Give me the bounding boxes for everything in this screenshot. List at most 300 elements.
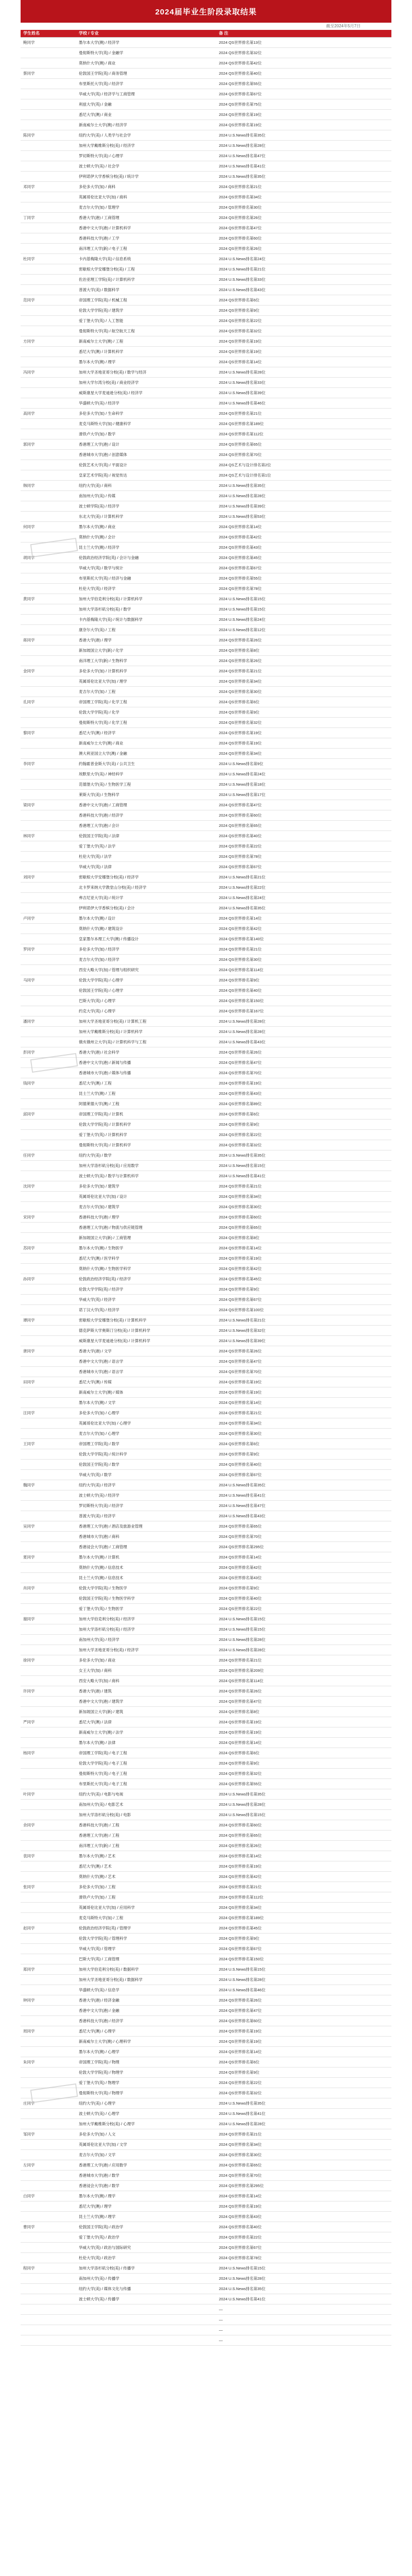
table-row <box>21 1438 391 1449</box>
student-name-cell <box>21 1840 76 1851</box>
school-major-cell: 华盛顿大学(美) / 信息学 <box>76 1985 216 1995</box>
table-row <box>21 676 391 686</box>
table-row <box>21 1397 391 1408</box>
table-row <box>21 1830 391 1840</box>
note-cell: 2024 QS世界排名第78位 <box>216 851 391 861</box>
note-cell: 2024 U.S.News排名第46位 <box>216 1985 391 1995</box>
student-name-cell <box>21 851 76 861</box>
student-name-cell <box>21 1222 76 1232</box>
school-major-cell: 康奈尔大学(美) / 工程 <box>76 624 216 635</box>
table-row <box>21 1552 391 1562</box>
table-row <box>21 2108 391 2119</box>
table-row <box>21 1583 391 1593</box>
school-major-cell: 卡内基梅隆大学(美) / 统计与数据科学 <box>76 614 216 624</box>
note-cell: 2024 QS世界排名第67位 <box>216 1943 391 1954</box>
school-major-cell: 普渡大学(美) / 数据科学 <box>76 284 216 295</box>
school-major-cell: 范德堡大学(美) / 生物医学工程 <box>76 779 216 789</box>
student-name-cell: 林同学 <box>21 831 76 841</box>
table-row <box>21 1078 391 1088</box>
school-major-cell: 华威大学(英) / 数学与统计 <box>76 563 216 573</box>
student-name-cell <box>21 1696 76 1706</box>
note-cell: 2024 QS世界排名第67位 <box>216 1469 391 1480</box>
school-major-cell: 澳大利亚国立大学(澳) / 金融 <box>76 748 216 758</box>
student-name-cell <box>21 233 76 243</box>
table-row <box>21 1140 391 1150</box>
note-cell: 2024 QS世界排名第42位 <box>216 923 391 934</box>
note-cell: 2024 QS世界排名第32位 <box>216 47 391 58</box>
school-major-cell: 北卡罗来纳大学教堂山分校(美) / 经济学 <box>76 882 216 892</box>
student-name-cell <box>21 192 76 202</box>
table-row <box>21 1304 391 1315</box>
student-name-cell <box>21 624 76 635</box>
table-row <box>21 1882 391 1892</box>
school-major-cell: 华威大学(英) / 经济学与工商管理 <box>76 89 216 99</box>
student-name-cell <box>21 1037 76 1047</box>
school-major-cell <box>76 2304 216 2314</box>
school-major-cell: 香港大学(港) / 工商管理 <box>76 212 216 223</box>
school-major-cell: 波士顿大学(美) / 数学与计算机科学 <box>76 1171 216 1181</box>
school-major-cell: 麦吉尔大学(加) / 心理学 <box>76 1428 216 1438</box>
school-major-cell: 罗切斯特大学(美) / 心理学 <box>76 150 216 161</box>
student-name-cell: 严同学 <box>21 1717 76 1727</box>
school-major-cell: 麦吉尔大学(加) / 建筑学 <box>76 1201 216 1212</box>
school-major-cell: 英属哥伦比亚大学(加) / 设计 <box>76 1191 216 1201</box>
school-major-cell: 南洋理工大学(新) / 电子工程 <box>76 243 216 253</box>
table-row <box>21 1119 391 1129</box>
student-name-cell: 张同学 <box>21 1882 76 1892</box>
note-cell: 2024 QS世界排名第30位 <box>216 686 391 697</box>
note-cell: 2024 QS世界排名第150位 <box>216 995 391 1006</box>
note-cell: 2024 QS世界排名第65位 <box>216 2160 391 2170</box>
student-name-cell: 曹同学 <box>21 2222 76 2232</box>
table-row <box>21 800 391 810</box>
note-cell: 2024 U.S.News排名第39位 <box>216 387 391 398</box>
school-major-cell: 华威大学(英) / 政治与国际研究 <box>76 2242 216 2252</box>
table-row <box>21 934 391 944</box>
school-major-cell: 加州大学洛杉矶分校(美) / 传播学 <box>76 2263 216 2273</box>
student-name-cell <box>21 738 76 748</box>
school-major-cell: 英属哥伦比亚大学(加) / 文学 <box>76 2139 216 2149</box>
school-major-cell: 波士顿大学(美) / 传播学 <box>76 2294 216 2304</box>
student-name-cell <box>21 1387 76 1397</box>
table-row <box>21 1593 391 1603</box>
note-cell: 2024 QS世界排名第70位 <box>216 449 391 460</box>
school-major-cell: 西安大略大学(加) / 商科 <box>76 1675 216 1686</box>
student-name-cell <box>21 903 76 913</box>
note-cell: 2024 U.S.News排名第32位 <box>216 1325 391 1335</box>
table-row <box>21 1253 391 1263</box>
note-cell: 2024 QS世界排名第47位 <box>216 223 391 233</box>
school-major-cell: 伦敦大学学院(英) / 物理学 <box>76 2067 216 2077</box>
table-row <box>21 1511 391 1521</box>
note-cell: 2024 U.S.News排名第35位 <box>216 2098 391 2108</box>
student-name-cell <box>21 243 76 253</box>
school-major-cell <box>76 2314 216 2325</box>
table-row <box>21 1098 391 1109</box>
table-row <box>21 1469 391 1480</box>
school-major-cell: 莱斯大学(美) / 生物科学 <box>76 789 216 800</box>
table-row <box>21 99 391 109</box>
student-name-cell: 左同学 <box>21 2160 76 2170</box>
note-cell: 2024 U.S.News排名第28位 <box>216 140 391 150</box>
note-cell: 2024 QS世界排名第22位 <box>216 2232 391 2242</box>
school-major-cell: 麦吉尔大学(加) / 管理学 <box>76 202 216 212</box>
note-cell: 2024 QS世界排名第70位 <box>216 2170 391 2180</box>
table-row <box>21 686 391 697</box>
school-major-cell: 加州大学圣地亚哥分校(美) / 数学与经济 <box>76 367 216 377</box>
student-name-cell <box>21 2211 76 2222</box>
note-cell: 2024 QS世界排名第34位 <box>216 2139 391 2149</box>
table-row <box>21 1418 391 1428</box>
table-row <box>21 1840 391 1851</box>
student-name-cell <box>21 1335 76 1346</box>
student-name-cell <box>21 387 76 398</box>
table-row <box>21 1366 391 1377</box>
student-name-cell <box>21 171 76 181</box>
note-cell: 2024 QS世界排名第67位 <box>216 89 391 99</box>
student-name-cell <box>21 1737 76 1748</box>
student-name-cell <box>21 1119 76 1129</box>
note-cell: 2024 QS世界排名第150位 <box>216 1954 391 1964</box>
note-cell: 2024 U.S.News排名第21位 <box>216 1315 391 1325</box>
student-name-cell <box>21 614 76 624</box>
student-name-cell <box>21 99 76 109</box>
table-row <box>21 295 391 305</box>
school-major-cell: 加州大学戴维斯分校(美) / 心理学 <box>76 2119 216 2129</box>
school-major-cell: 波士顿大学(美) / 经济学 <box>76 1490 216 1500</box>
note-cell: 2024 QS世界排名第140位 <box>216 934 391 944</box>
table-row <box>21 573 391 583</box>
table-row <box>21 1377 391 1387</box>
note-cell: — <box>216 2335 391 2345</box>
school-major-cell: 加州大学洛杉矶分校(美) / 应用数学 <box>76 1160 216 1171</box>
note-cell: 2024 U.S.News排名第39位 <box>216 1335 391 1346</box>
student-name-cell <box>21 789 76 800</box>
table-row <box>21 1191 391 1201</box>
student-name-cell <box>21 1974 76 1985</box>
school-major-cell: 帝国理工学院(英) / 电子工程 <box>76 1748 216 1758</box>
note-cell: 2024 U.S.News排名第24位 <box>216 253 391 264</box>
note-cell: 2024 U.S.News排名第17位 <box>216 789 391 800</box>
table-row <box>21 1737 391 1748</box>
school-major-cell: 伦敦大学学院(英) / 电子工程 <box>76 1758 216 1768</box>
note-cell: 2024 QS世界排名第9位 <box>216 1583 391 1593</box>
student-name-cell <box>21 1645 76 1655</box>
note-cell: 2024 QS世界排名第32位 <box>216 1140 391 1150</box>
note-cell: 2024 QS世界排名第26位 <box>216 212 391 223</box>
note-cell: 2024 QS世界排名第26位 <box>216 1686 391 1696</box>
table-row <box>21 470 391 480</box>
school-major-cell: 香港大学(港) / 社会科学 <box>76 1047 216 1057</box>
school-major-cell: 多伦多大学(加) / 建筑学 <box>76 1181 216 1191</box>
note-cell: 2024 QS世界排名第40位 <box>216 1593 391 1603</box>
school-major-cell: 新南威尔士大学(澳) / 心理科学 <box>76 2036 216 2046</box>
admission-results-table <box>21 30 391 2346</box>
school-major-cell: 昆士兰大学(澳) / 经济学 <box>76 542 216 552</box>
school-major-cell: 墨尔本大学(澳) / 设计 <box>76 913 216 923</box>
table-row <box>21 1243 391 1253</box>
table-row <box>21 2119 391 2129</box>
note-cell: 2024 QS世界排名第19位 <box>216 1253 391 1263</box>
student-name-cell: 魏同学 <box>21 1480 76 1490</box>
student-name-cell: 金同学 <box>21 666 76 676</box>
student-name-cell <box>21 1356 76 1366</box>
student-name-cell <box>21 2294 76 2304</box>
school-major-cell: 悉尼大学(澳) / 经济学 <box>76 727 216 738</box>
table-row <box>21 2201 391 2211</box>
school-major-cell: 伊利诺伊大学香槟分校(美) / 统计学 <box>76 171 216 181</box>
table-row <box>21 1675 391 1686</box>
student-name-cell <box>21 1469 76 1480</box>
note-cell: 2024 QS世界排名第32位 <box>216 1768 391 1778</box>
note-cell: 2024 QS世界排名第114位 <box>216 964 391 975</box>
student-name-cell <box>21 964 76 975</box>
table-row <box>21 89 391 99</box>
student-name-cell <box>21 2036 76 2046</box>
student-name-cell <box>21 2325 76 2335</box>
note-cell: 2024 QS世界排名第14位 <box>216 2191 391 2201</box>
table-row <box>21 1748 391 1758</box>
student-name-cell <box>21 1902 76 1912</box>
school-major-cell: 曼彻斯特大学(英) / 电子工程 <box>76 1768 216 1778</box>
student-name-cell <box>21 2067 76 2077</box>
note-cell: 2024 QS世界排名第45位 <box>216 552 391 563</box>
school-major-cell: 爱丁堡大学(英) / 计算机科学 <box>76 1129 216 1140</box>
student-name-cell: 余同学 <box>21 1820 76 1830</box>
student-name-cell <box>21 2314 76 2325</box>
table-row <box>21 1892 391 1902</box>
student-name-cell <box>21 1428 76 1438</box>
table-row <box>21 1809 391 1820</box>
table-row <box>21 645 391 655</box>
school-major-cell: 伦敦国王学院(英) / 政治学 <box>76 2222 216 2232</box>
student-name-cell <box>21 501 76 511</box>
student-name-cell <box>21 2170 76 2180</box>
school-major-cell: 多伦多大学(加) / 计算机科学 <box>76 666 216 676</box>
student-name-cell: 孙同学 <box>21 1274 76 1284</box>
school-major-cell: 香港大学(港) / 经济金融 <box>76 1995 216 2005</box>
student-name-cell <box>21 377 76 387</box>
school-major-cell: 香港城市大学(港) / 创意媒体 <box>76 449 216 460</box>
note-cell: 2024 QS世界排名第8位 <box>216 1232 391 1243</box>
student-name-cell: 黄同学 <box>21 594 76 604</box>
student-name-cell <box>21 1562 76 1572</box>
student-name-cell: 丁同学 <box>21 212 76 223</box>
table-row <box>21 1727 391 1737</box>
student-name-cell <box>21 140 76 150</box>
school-major-cell: 罗切斯特大学(美) / 经济学 <box>76 1500 216 1511</box>
note-cell: 2024 QS世界排名第34位 <box>216 676 391 686</box>
student-name-cell: 罗同学 <box>21 944 76 954</box>
table-row <box>21 1171 391 1181</box>
student-name-cell: 梁同学 <box>21 800 76 810</box>
student-name-cell: 孔同学 <box>21 697 76 707</box>
student-name-cell <box>21 748 76 758</box>
table-row <box>21 779 391 789</box>
student-name-cell: 赵同学 <box>21 1923 76 1933</box>
table-row <box>21 831 391 841</box>
note-cell: 2024 U.S.News排名第41位 <box>216 2108 391 2119</box>
school-major-cell: 香港科技大学(港) / 工程 <box>76 1820 216 1830</box>
school-major-cell: 麦吉尔大学(加) / 经济学 <box>76 954 216 964</box>
school-major-cell: 伦敦大学学院(英) / 心理学 <box>76 975 216 985</box>
table-header-row <box>21 30 391 37</box>
note-cell: 2024 QS世界排名第19位 <box>216 1727 391 1737</box>
table-row <box>21 2098 391 2108</box>
school-major-cell: 墨尔本大学(澳) / 理学 <box>76 357 216 367</box>
table-row <box>21 707 391 717</box>
table-row <box>21 1037 391 1047</box>
table-row <box>21 851 391 861</box>
school-major-cell: 伦敦大学学院(英) / 经济学 <box>76 1284 216 1294</box>
school-major-cell: 巴斯大学(英) / 心理学 <box>76 995 216 1006</box>
student-name-cell <box>21 1191 76 1201</box>
school-major-cell: 墨尔本大学(澳) / 商业 <box>76 521 216 532</box>
table-row <box>21 2067 391 2077</box>
student-name-cell <box>21 460 76 470</box>
student-name-cell <box>21 583 76 594</box>
school-major-cell: 纽约大学(美) / 电影与电视 <box>76 1789 216 1799</box>
note-cell: 2024 QS世界排名第19位 <box>216 727 391 738</box>
student-name-cell <box>21 1253 76 1263</box>
table-row <box>21 1016 391 1026</box>
school-major-cell: 西安大略大学(加) / 管理与组织研究 <box>76 964 216 975</box>
table-row <box>21 223 391 233</box>
note-cell: 2024 QS世界排名第70位 <box>216 1067 391 1078</box>
school-major-cell: 香港中文大学(港) / 工商管理 <box>76 800 216 810</box>
student-name-cell <box>21 2149 76 2160</box>
school-major-cell: 伦敦国王学院(英) / 生物医学科学 <box>76 1593 216 1603</box>
note-cell: 2024 U.S.News排名第28位 <box>216 1799 391 1809</box>
school-major-cell: 香港理工大学(港) / 酒店及旅游业管理 <box>76 1521 216 1531</box>
note-cell: 2024 U.S.News排名第35位 <box>216 2283 391 2294</box>
student-name-cell: 任同学 <box>21 1150 76 1160</box>
student-name-cell: 程同学 <box>21 2263 76 2273</box>
note-cell: 2024 QS世界排名第9位 <box>216 1284 391 1294</box>
table-row <box>21 1696 391 1706</box>
student-name-cell: 钱同学 <box>21 1078 76 1088</box>
note-cell: 2024 QS世界排名第6位 <box>216 1438 391 1449</box>
note-cell: 2024 U.S.News排名第46位 <box>216 398 391 408</box>
school-major-cell: 莫纳什大学(澳) / 生物医学科学 <box>76 1263 216 1274</box>
table-row <box>21 1614 391 1624</box>
student-name-cell <box>21 2180 76 2191</box>
table-row <box>21 1541 391 1552</box>
school-major-cell: 香港科技大学(港) / 经济学 <box>76 2015 216 2026</box>
student-name-cell <box>21 89 76 99</box>
table-row <box>21 418 391 429</box>
table-row <box>21 387 391 398</box>
note-cell: 2024 QS世界排名第47位 <box>216 1356 391 1366</box>
note-cell: 2024 U.S.News排名第35位 <box>216 903 391 913</box>
note-cell: 2024 QS世界排名第14位 <box>216 521 391 532</box>
note-cell: 2024 U.S.News排名第21位 <box>216 264 391 274</box>
school-major-cell: 墨尔本大学(澳) / 艺术 <box>76 1851 216 1861</box>
note-cell: — <box>216 2314 391 2325</box>
school-major-cell: 香港科技大学(港) / 经济学 <box>76 810 216 820</box>
student-name-cell <box>21 1892 76 1902</box>
note-cell: 2024 U.S.News排名第24位 <box>216 769 391 779</box>
note-cell: 2024 QS世界排名第67位 <box>216 563 391 573</box>
table-row <box>21 1356 391 1366</box>
student-name-cell: 袁同学 <box>21 1851 76 1861</box>
student-name-cell <box>21 1294 76 1304</box>
note-cell: 2024 U.S.News排名第15位 <box>216 2263 391 2273</box>
school-major-cell: 多伦多大学(加) / 工程 <box>76 1882 216 1892</box>
note-cell: 2024 QS世界排名第26位 <box>216 1346 391 1356</box>
student-name-cell <box>21 490 76 501</box>
note-cell: 2024 U.S.News排名第47位 <box>216 150 391 161</box>
note-cell: 2024 QS世界排名第295位 <box>216 1541 391 1552</box>
school-major-cell: 加州大学伯克利分校(美) / 经济学 <box>76 1614 216 1624</box>
school-major-cell: 曼彻斯特大学(英) / 化学工程 <box>76 717 216 727</box>
table-row <box>21 944 391 954</box>
table-row <box>21 655 391 666</box>
school-major-cell: 卡内基梅隆大学(美) / 信息系统 <box>76 253 216 264</box>
note-cell: 2024 QS世界排名第14位 <box>216 1552 391 1562</box>
table-row <box>21 1408 391 1418</box>
note-cell: 2024 U.S.News排名第43位 <box>216 284 391 295</box>
note-cell: 2024 QS世界排名第42位 <box>216 1562 391 1572</box>
table-row <box>21 1964 391 1974</box>
school-major-cell: 加州大学伯克利分校(美) / 计算机科学 <box>76 594 216 604</box>
note-cell: 2024 QS世界排名第22位 <box>216 841 391 851</box>
note-cell: 2024 QS世界排名第32位 <box>216 326 391 336</box>
note-cell: 2024 QS世界排名第55位 <box>216 78 391 89</box>
table-row <box>21 1923 391 1933</box>
school-major-cell: 香港城市大学(港) / 媒体与传播 <box>76 1067 216 1078</box>
school-major-cell: 香港城市大学(港) / 数学 <box>76 2170 216 2180</box>
table-row <box>21 315 391 326</box>
school-major-cell: 伦敦大学学院(英) / 生物医学 <box>76 1583 216 1593</box>
note-cell: 2024 U.S.News排名第47位 <box>216 1500 391 1511</box>
student-name-cell <box>21 1232 76 1243</box>
note-cell: 2024 QS世界排名第8位 <box>216 645 391 655</box>
school-major-cell: 伦敦国王学院(英) / 数学 <box>76 1459 216 1469</box>
table-row <box>21 1212 391 1222</box>
student-name-cell: 宋同学 <box>21 1212 76 1222</box>
student-name-cell: 邱同学 <box>21 1109 76 1119</box>
student-name-cell <box>21 995 76 1006</box>
student-name-cell <box>21 1490 76 1500</box>
note-cell: 2024 QS世界排名第9位 <box>216 1449 391 1459</box>
student-name-cell <box>21 686 76 697</box>
note-cell: 2024 QS世界排名第40位 <box>216 68 391 78</box>
note-cell: 2024 QS世界排名第43位 <box>216 1572 391 1583</box>
school-major-cell: 伦敦大学学院(英) / 建筑学 <box>76 305 216 315</box>
note-cell: 2024 U.S.News排名第15位 <box>216 594 391 604</box>
school-major-cell: 伦敦政治经济学院(英) / 会计与金融 <box>76 552 216 563</box>
note-cell: 2024 U.S.News排名第41位 <box>216 1490 391 1500</box>
table-row <box>21 212 391 223</box>
student-name-cell <box>21 2139 76 2149</box>
student-name-cell: 夏同学 <box>21 1552 76 1562</box>
note-cell: 2024 QS世界排名第47位 <box>216 800 391 810</box>
note-cell: 2024 QS世界排名第21位 <box>216 408 391 418</box>
student-name-cell <box>21 655 76 666</box>
school-major-cell: 皇家艺术学院(英) / 视觉传达 <box>76 470 216 480</box>
student-name-cell <box>21 1809 76 1820</box>
student-name-cell: 田同学 <box>21 1377 76 1387</box>
table-row <box>21 697 391 707</box>
student-name-cell <box>21 1634 76 1645</box>
student-name-cell <box>21 1284 76 1294</box>
student-name-cell: 彭同学 <box>21 1047 76 1057</box>
student-name-cell <box>21 717 76 727</box>
note-cell: 2024 QS世界排名第67位 <box>216 1294 391 1304</box>
table-row <box>21 367 391 377</box>
student-name-cell: 朱同学 <box>21 2057 76 2067</box>
